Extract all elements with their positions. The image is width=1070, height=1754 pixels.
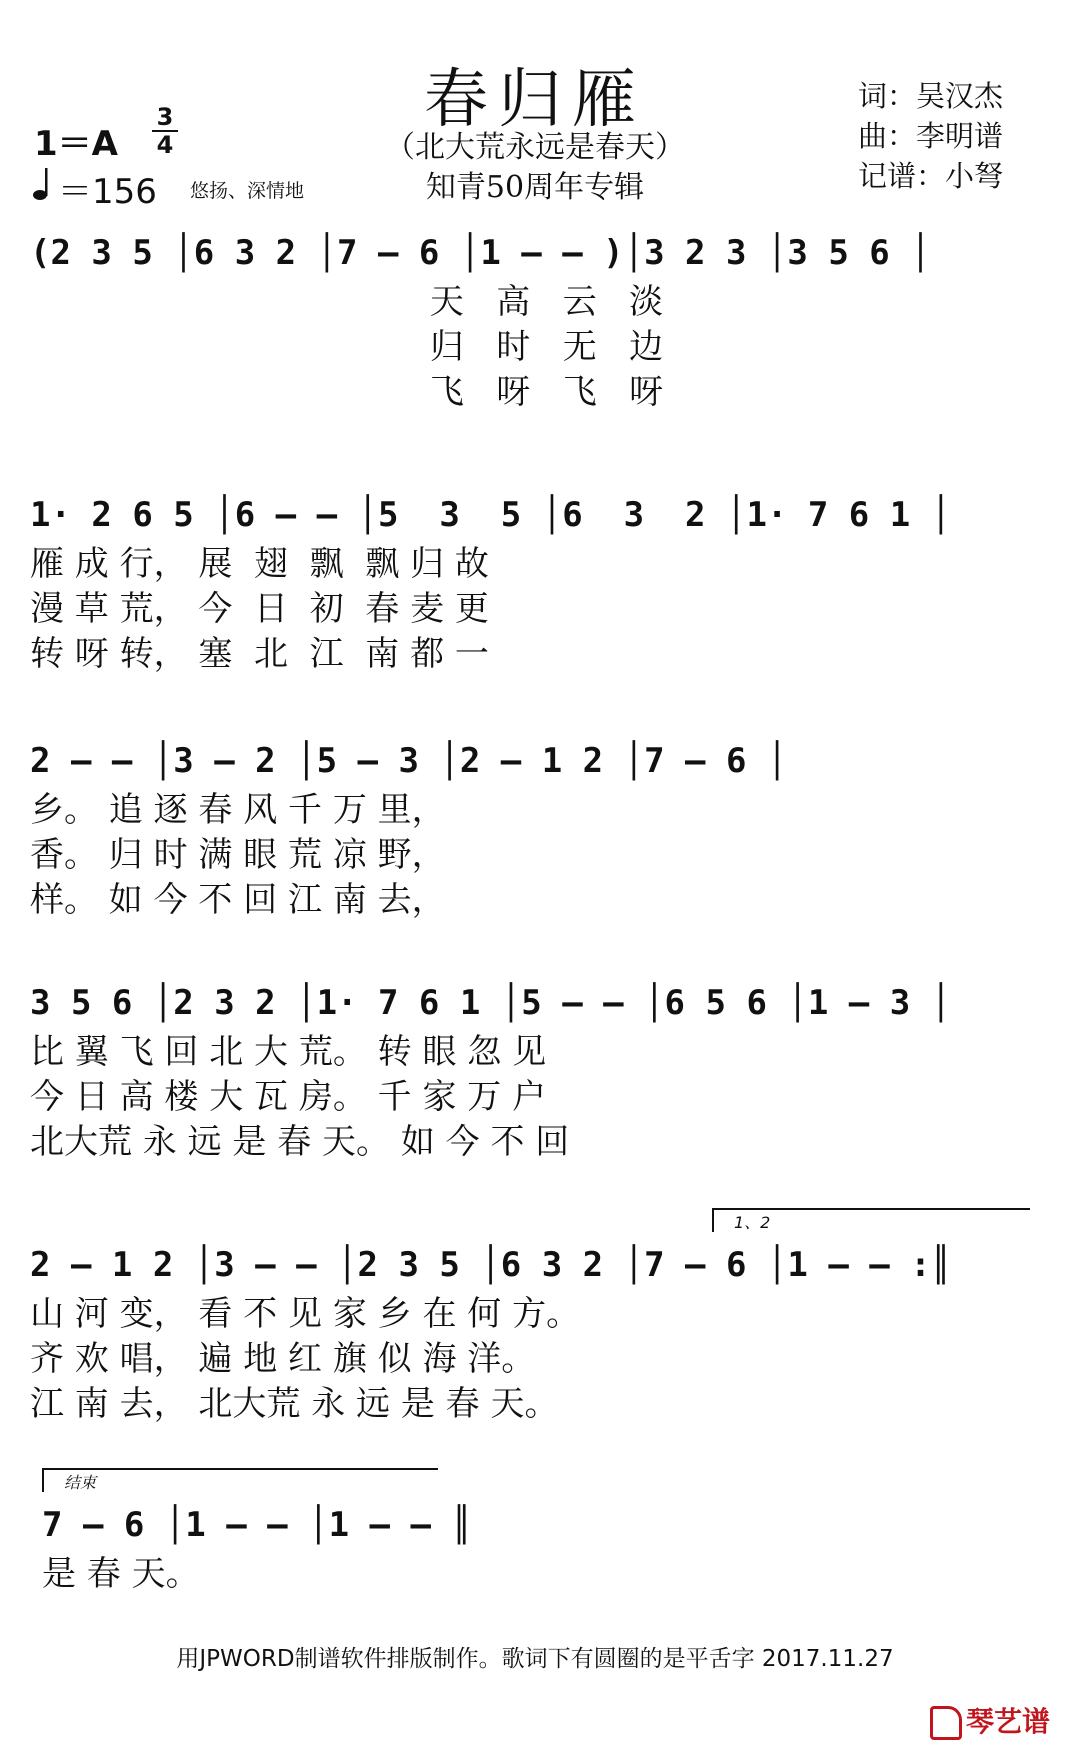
volta-bracket — [712, 1208, 1030, 1232]
lyric-verse-2: 漫 草 荒， 今 日 初 春 麦 更 — [30, 589, 489, 629]
score-system-6 — [42, 1498, 472, 1597]
transcriber-credit: 记谱：小弩 — [858, 159, 1004, 193]
series-label: 知青50周年专辑 — [425, 170, 645, 205]
logo-icon — [930, 1706, 962, 1740]
score-system-3 — [30, 734, 1040, 923]
lyric-verse-1: 比 翼 飞 回 北 大 荒。 转 眼 忽 见 — [30, 1032, 547, 1072]
notation-line: 1· 2 6 5 │6 – – │5 3 5 │6 3 2 │1· 7 6 1 │ — [30, 495, 952, 535]
meter-top: 3 — [156, 103, 174, 131]
score-system-2 — [30, 488, 1040, 677]
lyric-verse-3: 转 呀 转， 塞 北 江 南 都 一 — [30, 634, 489, 674]
score-system-1 — [30, 226, 1040, 415]
time-signature — [152, 104, 178, 158]
lyric-verse-1: 天 高 云 淡 — [30, 282, 664, 322]
notation-line: 2 – – │3 – 2 │5 – 3 │2 – 1 2 │7 – 6 │ — [30, 741, 788, 781]
lyric-verse-3: 样。 如 今 不 回 江 南 去， — [30, 880, 446, 920]
lyric-verse-3: 飞 呀 飞 呀 — [30, 372, 664, 412]
song-title: 春归雁 — [424, 63, 646, 137]
notation-line: (2 3 5 │6 3 2 │7 – 6 │1 – – )│3 2 3 │3 5 6 │ — [30, 233, 931, 273]
lyricist-credit: 词：吴汉杰 — [858, 79, 1004, 113]
lyric-verse-2: 归 时 无 边 — [30, 327, 664, 367]
song-subtitle: （北大荒永远是春天） — [385, 130, 685, 165]
quarter-note-icon — [32, 166, 54, 202]
lyric-verse-2: 齐 欢 唱， 遍 地 红 旗 似 海 洋。 — [30, 1339, 536, 1379]
ending-label: 结束 — [64, 1473, 97, 1492]
meter-bottom: 4 — [152, 130, 178, 158]
notation-line: 7 – 6 │1 – – │1 – – ║ — [42, 1505, 472, 1545]
key-signature: 1＝A — [34, 124, 118, 164]
lyric-verse-1: 乡。 追 逐 春 风 千 万 里， — [30, 790, 446, 830]
lyric-verse-1: 山 河 变， 看 不 见 家 乡 在 何 方。 — [30, 1294, 581, 1334]
score-system-5 — [30, 1238, 1040, 1427]
logo-text: 琴艺谱 — [966, 1705, 1051, 1738]
expression-marking: 悠扬、深情地 — [190, 180, 305, 202]
volta-label: 1、2 — [734, 1213, 771, 1232]
site-logo — [930, 1700, 1050, 1740]
notation-line: 2 – 1 2 │3 – – │2 3 5 │6 3 2 │7 – 6 │1 – – :║ — [30, 1245, 952, 1285]
tempo-marking: ＝156 — [58, 172, 157, 212]
lyric-verse-2: 香。 归 时 满 眼 荒 凉 野， — [30, 835, 446, 875]
lyric-verse-1: 雁 成 行， 展 翅 飘 飘 归 故 — [30, 544, 489, 584]
lyric-verse-1: 是 春 天。 — [42, 1554, 200, 1594]
lyric-verse-2: 今 日 高 楼 大 瓦 房。 千 家 万 户 — [30, 1077, 547, 1117]
lyric-verse-3: 北大荒 永 远 是 春 天。 如 今 不 回 — [30, 1122, 570, 1162]
score-system-4 — [30, 976, 1040, 1165]
ending-bracket — [42, 1468, 438, 1492]
lyric-verse-3: 江 南 去， 北大荒 永 远 是 春 天。 — [30, 1384, 559, 1424]
notation-line: 3 5 6 │2 3 2 │1· 7 6 1 │5 – – │6 5 6 │1 – 3 │ — [30, 983, 952, 1023]
composer-credit: 曲：李明谱 — [858, 119, 1004, 153]
footer-note: 用JPWORD制谱软件排版制作。歌词下有圆圈的是平舌字 2017.11.27 — [176, 1646, 894, 1672]
